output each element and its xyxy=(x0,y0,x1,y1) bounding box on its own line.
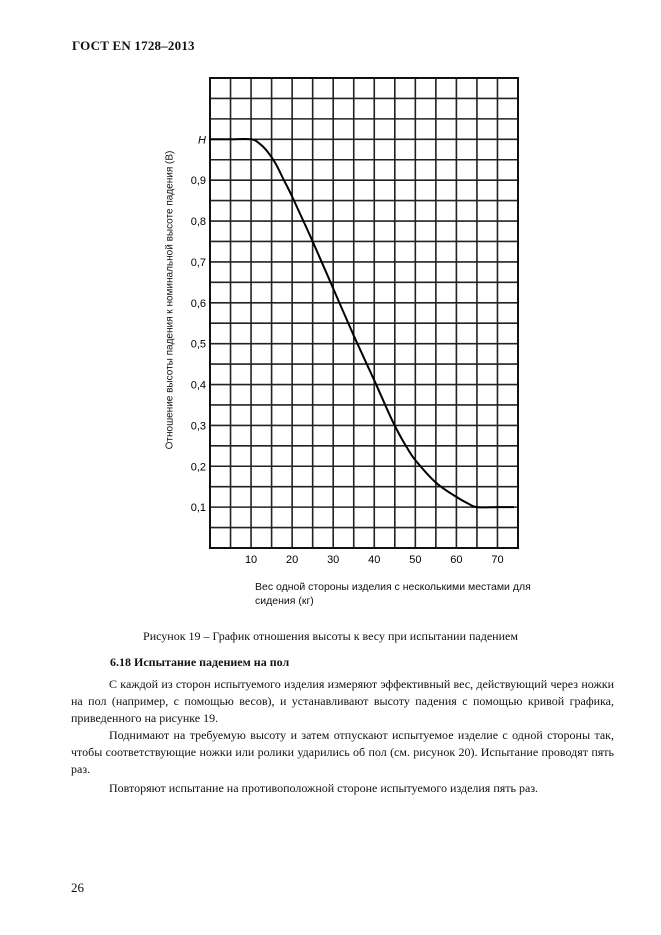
x-tick-label: 50 xyxy=(409,554,422,566)
page-number: 26 xyxy=(71,880,84,895)
x-tick-label: 10 xyxy=(244,554,258,566)
paragraph-3: Повторяют испытание на противоположной стороне испытуемого изделия пять раз. xyxy=(109,781,539,795)
section-heading: 6.18 Испытание падением на пол xyxy=(110,655,290,669)
y-tick-label: 0,9 xyxy=(190,175,206,188)
y-tick-label: 0,8 xyxy=(190,216,206,229)
x-tick-label: 70 xyxy=(491,554,504,566)
y-tick-label: 0,5 xyxy=(190,338,206,351)
chart-y-axis-title: Отношение высоты падения к номинальной высоте падения (В) xyxy=(164,150,176,450)
figure-caption: Рисунок 19 – График отношения высоты к весу при испытании падением xyxy=(143,629,518,643)
paragraph-2: Поднимают на требуемую высоту и затем отпускают испытуемое изделие с одной стороны так, чтобы соответствующие ножки или ролики ударились об пол (см. рисунок 20). Испытание проводят пять раз. xyxy=(71,728,614,776)
y-tick-label: Н xyxy=(198,134,206,147)
y-tick-label: 0,4 xyxy=(190,379,206,392)
y-tick-label: 0,2 xyxy=(190,461,206,474)
y-tick-label: 0,3 xyxy=(190,420,206,433)
x-tick-label: 40 xyxy=(368,554,381,566)
chart-x-axis-title: Вес одной стороны изделия с несколькими местами для сидения (кг) xyxy=(255,581,531,607)
x-tick-label: 20 xyxy=(286,554,299,566)
y-tick-label: 0,7 xyxy=(190,256,206,269)
document-header: ГОСТ EN 1728–2013 xyxy=(72,38,195,53)
x-tick-label: 60 xyxy=(450,554,463,566)
x-tick-label: 30 xyxy=(327,554,340,566)
y-tick-label: 0,6 xyxy=(190,297,206,310)
plot-frame xyxy=(210,78,518,548)
paragraph-1: С каждой из сторон испытуемого изделия измеряют эффективный вес, действующий через ножки на пол (например, с помощью весов), и устанавливают высоту падения с помощью кривой графика, приведенного на рисунке 19. xyxy=(71,677,614,725)
y-tick-label: 0,1 xyxy=(190,502,206,515)
